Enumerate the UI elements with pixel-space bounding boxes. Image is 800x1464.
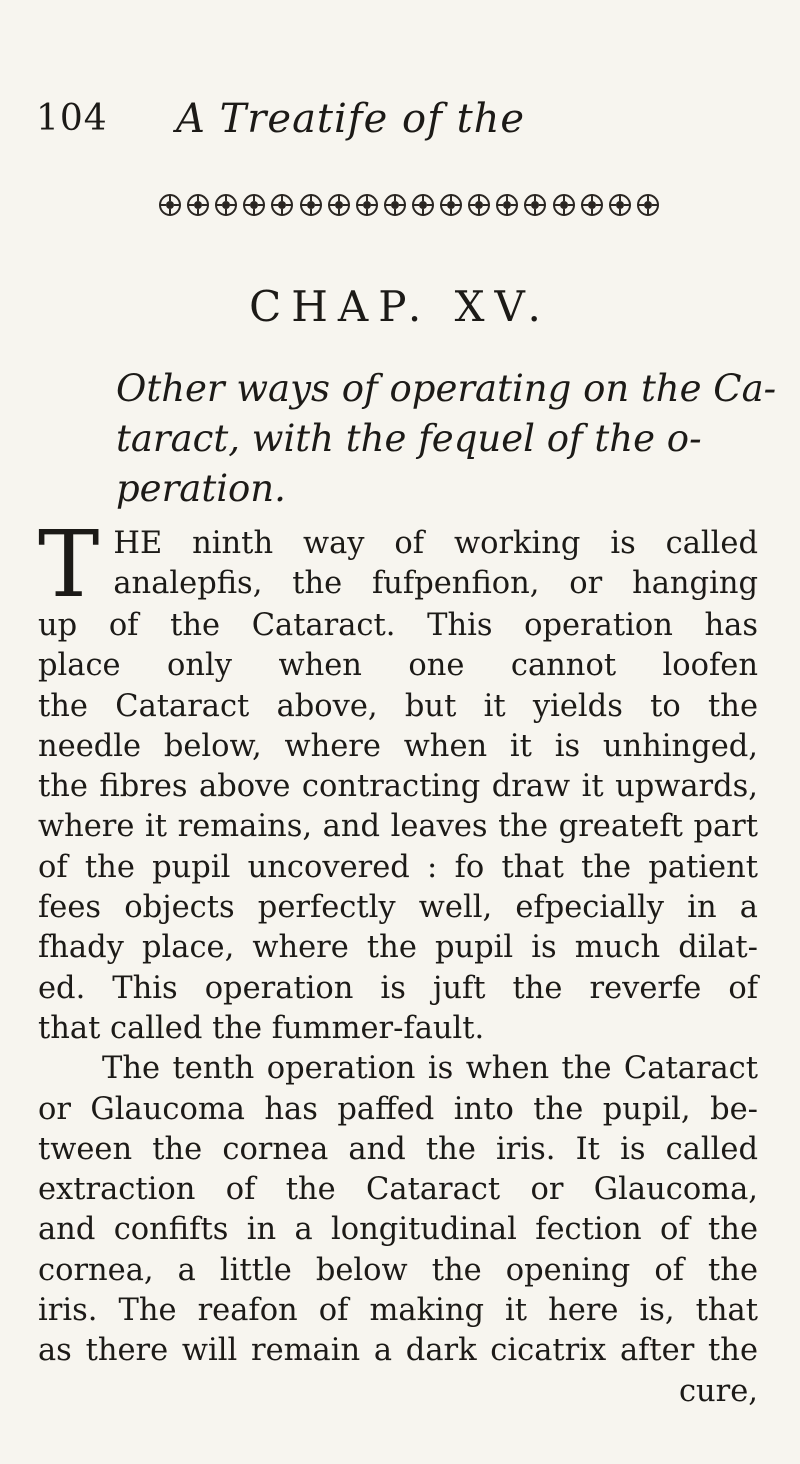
- text-line: as there will remain a dark cicatrix after the: [38, 1333, 758, 1369]
- floral-ornament-icon: [214, 193, 238, 217]
- text-line: up of the Cataract. This operation has: [38, 608, 758, 643]
- floral-ornament-icon: [383, 193, 407, 217]
- text-line: that called the fummer-fault.: [38, 1010, 485, 1046]
- page-number: 104: [36, 98, 108, 139]
- floral-ornament-icon: [439, 193, 463, 217]
- text-line: or Glaucoma has paffed into the pupil, be-: [38, 1091, 758, 1127]
- floral-ornament-icon: [242, 193, 266, 217]
- text-line: cornea, a little below the opening of the: [38, 1252, 758, 1288]
- floral-ornament-icon: [636, 193, 660, 217]
- drop-cap: T: [38, 511, 100, 618]
- text-line: the Cataract above, but it yields to the: [38, 688, 758, 724]
- text-line: of the pupil uncovered : fo that the patient: [38, 849, 758, 885]
- text-line: place only when one cannot loofen: [38, 648, 758, 684]
- floral-ornament-icon: [552, 193, 576, 217]
- floral-ornament-icon: [299, 193, 323, 217]
- text-line: fhady place, where the pupil is much dilat-: [38, 930, 758, 966]
- ornament-border: [158, 190, 660, 220]
- text-line: ed. This operation is juft the reverfe of: [38, 970, 758, 1006]
- body-text: [38, 511, 758, 1412]
- floral-ornament-icon: [495, 193, 519, 217]
- floral-ornament-icon: [158, 193, 182, 217]
- running-title: A Treatife of the: [176, 96, 526, 142]
- chapter-title-line: Other ways of operating on the Ca-: [116, 367, 777, 410]
- chapter-title-line: taract, with the fequel of the o-: [116, 417, 702, 460]
- floral-ornament-icon: [608, 193, 632, 217]
- catchword: cure,: [678, 1373, 758, 1409]
- text-line: tween the cornea and the iris. It is called: [38, 1131, 758, 1167]
- text-line: and confifts in a longitudinal fection of the: [38, 1212, 758, 1248]
- floral-ornament-icon: [270, 193, 294, 217]
- page-header: [36, 98, 756, 158]
- text-line: needle below, where when it is unhinged,: [38, 728, 758, 764]
- floral-ornament-icon: [355, 193, 379, 217]
- floral-ornament-icon: [467, 193, 491, 217]
- floral-ornament-icon: [186, 193, 210, 217]
- text-line: extraction of the Cataract or Glaucoma,: [38, 1172, 758, 1208]
- text-line: HE ninth way of working is called: [113, 526, 758, 561]
- floral-ornament-icon: [580, 193, 604, 217]
- floral-ornament-icon: [327, 193, 351, 217]
- text-line: iris. The reafon of making it here is, that: [38, 1293, 758, 1329]
- text-line: analepfis, the fufpenfion, or hanging: [113, 566, 758, 602]
- text-line: fees objects perfectly well, efpecially in a: [38, 890, 758, 926]
- text-line: the fibres above contracting draw it upwards,: [38, 769, 758, 805]
- text-line: where it remains, and leaves the greateft part: [38, 809, 758, 845]
- text-line: The tenth operation is when the Cataract: [102, 1051, 758, 1087]
- chapter-title: [116, 364, 777, 514]
- chapter-title-line: peration.: [116, 467, 286, 510]
- floral-ornament-icon: [411, 193, 435, 217]
- chapter-heading: CHAP. XV.: [249, 282, 551, 331]
- floral-ornament-icon: [523, 193, 547, 217]
